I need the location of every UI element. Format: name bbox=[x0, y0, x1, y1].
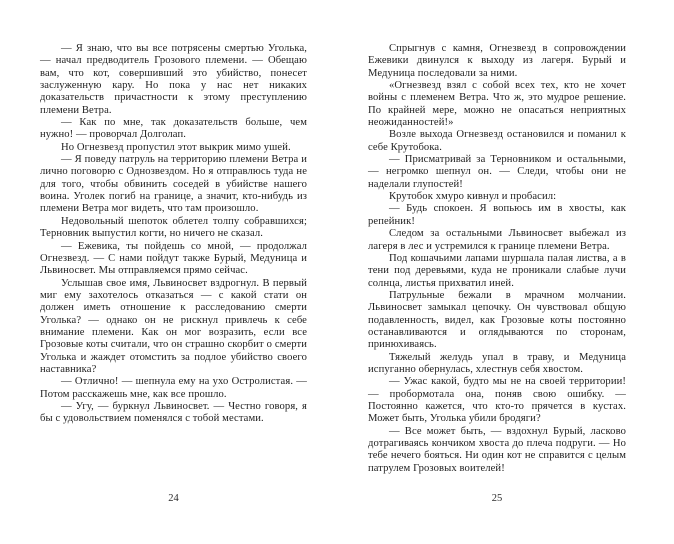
page-left bbox=[40, 0, 307, 544]
paragraph: Возле выхода Огнезвезд остановился и поманил к себе Крутобока. bbox=[368, 129, 626, 153]
page-left-text bbox=[40, 43, 307, 426]
paragraph: Услышав свое имя, Львиносвет вздрогнул. В первый миг ему захотелось отказаться — с какой стати он должен иметь отношение к расследованию смерти Уголька? — однако он не рискнул привлечь к себе внимание племени. Как он мог возразить, если все Грозовые коты считали, что он страшно скорбит о смерти Уголька и жаждет отомстить за подлое убийство своего наставника? bbox=[40, 277, 307, 375]
paragraph: Недовольный шепоток облетел толпу собравшихся; Терновник выпустил когти, но ничего не сказал. bbox=[40, 215, 307, 240]
paragraph: Но Огнезвезд пропустил этот выкрик мимо ушей. bbox=[61, 141, 291, 153]
paragraph: Следом за остальными Львиносвет выбежал из лагеря в лес и устремился к границе племени Ветра. bbox=[368, 228, 626, 252]
paragraph: — Ужас какой, будто мы не на своей территории! — пробормотала она, поняв свою ошибку. — Постоянно кажется, что кто-то прячется в кустах. Может быть, Уголька убили бродяги? bbox=[368, 376, 626, 425]
paragraph: — Как по мне, так доказательств больше, чем нужно! — проворчал Долголап. bbox=[40, 117, 307, 141]
paragraph: Тяжелый желудь упал в траву, и Медуница испуганно обернулась, хлестнув себя хвостом. bbox=[368, 351, 626, 375]
paragraph: Крутобок хмуро кивнул и пробасил: bbox=[389, 191, 557, 203]
paragraph: — Присматривай за Терновником и остальными, — негромко шепнул он. — Следи, чтобы они не наделали глупостей! bbox=[368, 154, 626, 190]
page-number-right: 25 bbox=[491, 493, 503, 504]
page-right-text bbox=[368, 43, 626, 475]
paragraph: — Отлично! — шепнула ему на ухо Остролистая. — Потом расскажешь мне, как все прошло. bbox=[40, 376, 307, 400]
paragraph: — Я поведу патруль на территорию племени Ветра и лично поговорю с Однозвездом. Но я отправлюсь туда не для того, чтобы обвинить соседей в убийстве нашего воина. Уголек погиб на границе, а значит, кто-нибудь из племени Ветра мог видеть, что там произошло. bbox=[40, 154, 307, 215]
page-number-left: 24 bbox=[168, 493, 179, 504]
paragraph: Спрыгнув с камня, Огнезвезд в сопровождении Ежевики двинулся к выходу из лагеря. Бурый и Медуница последовали за ними. bbox=[368, 43, 626, 79]
paragraph: «Огнезвезд взял с собой всех тех, кто не хочет войны с племенем Ветра. Что ж, это мудрое решение. По крайней мере, можно не опасаться неприятных неожиданностей!» bbox=[368, 80, 626, 129]
paragraph: — Я знаю, что вы все потрясены смертью Уголька, — начал предводитель Грозового племени. — Обещаю вам, что кот, совершивший это убийство, понесет заслуженную кару. Но пока у нас нет никаких доказательств причастности к этому преступлению племени Ветра. bbox=[40, 43, 307, 116]
paragraph: Под кошачьими лапами шуршала палая листва, а в тени под деревьями, куда не проникали слабые лучи солнца, листья прихватил иней. bbox=[368, 252, 626, 289]
paragraph: Патрульные бежали в мрачном молчании. Львиносвет замыкал цепочку. Он чувствовал общую подавленность, видел, как Грозовые коты постоянно останавливаются и оглядываются по сторонам, принюхиваясь. bbox=[368, 289, 626, 351]
paragraph: — Все может быть, — вздохнул Бурый, ласково дотрагиваясь кончиком хвоста до плеча подруги. — Но тебе нечего бояться. Ни один кот не справится с целым патрулем Грозовых воителей! bbox=[368, 425, 626, 474]
paragraph: — Будь спокоен. Я вопьюсь им в хвосты, как репейник! bbox=[368, 203, 626, 227]
paragraph: — Ежевика, ты пойдешь со мной, — продолжал Огнезвезд. — С нами пойдут также Бурый, Медуница и Львиносвет. Мы отправляемся прямо сейчас. bbox=[40, 240, 307, 277]
paragraph: — Угу, — буркнул Львиносвет. — Честно говоря, я бы с удовольствием поменялся с тобой местами. bbox=[40, 400, 307, 425]
page-right bbox=[368, 0, 626, 544]
